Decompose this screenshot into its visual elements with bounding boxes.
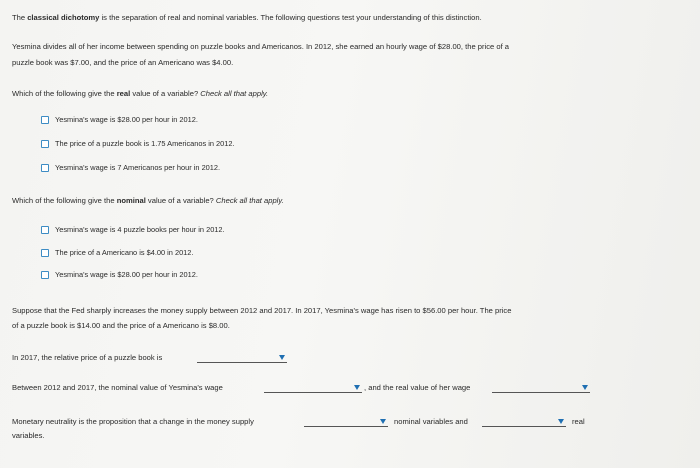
q1-middle: value of a variable? <box>130 89 201 98</box>
q2-option-1-label: Yesmina's wage is 4 puzzle books per hour in 2012. <box>55 225 225 234</box>
q2-prompt <box>12 196 284 206</box>
q2-option-2[interactable] <box>41 248 193 258</box>
s2-text-b: , and the real value of her wage <box>364 383 471 392</box>
q1-option-1-checkbox[interactable] <box>41 116 49 124</box>
money-supply-effect-dropdown[interactable] <box>304 417 388 427</box>
q1-instruction: Check all that apply. <box>200 89 269 98</box>
q1-option-2-label: The price of a puzzle book is 1.75 Americanos in 2012. <box>55 139 235 148</box>
s3-text-b: nominal variables and <box>394 417 468 426</box>
q1-option-1-label: Yesmina's wage is $28.00 per hour in 2012. <box>55 115 198 124</box>
scenario-line-1: Yesmina divides all of her income between spending on puzzle books and Americanos. In 2012, she earned an hourly wage of $28.00, the price of a <box>12 42 510 51</box>
real-variables-effect-dropdown[interactable] <box>482 417 566 427</box>
q2-option-3-label: Yesmina's wage is $28.00 per hour in 2012. <box>55 270 198 279</box>
q1-bold: real <box>116 89 131 98</box>
q1-prompt <box>12 89 268 99</box>
q1-option-1[interactable] <box>41 115 198 125</box>
s1-text: In 2017, the relative price of a puzzle book is <box>12 353 163 362</box>
q1-option-2-checkbox[interactable] <box>41 140 49 148</box>
s3-text-c: real <box>572 417 585 426</box>
intro-text <box>12 13 482 23</box>
q2-option-3-checkbox[interactable] <box>41 271 49 279</box>
scenario2-line-2: of a puzzle book is $14.00 and the price of a Americano is $8.00. <box>12 321 230 330</box>
q2-option-1[interactable] <box>41 225 225 235</box>
q1-option-3[interactable] <box>41 163 220 173</box>
real-wage-dropdown[interactable] <box>492 383 590 393</box>
q2-option-2-label: The price of a Americano is $4.00 in 2012. <box>55 248 194 257</box>
relative-price-dropdown[interactable] <box>197 353 287 363</box>
q2-option-1-checkbox[interactable] <box>41 226 49 234</box>
q2-bold: nominal <box>116 196 146 205</box>
q2-option-3[interactable] <box>41 270 198 280</box>
q2-option-2-checkbox[interactable] <box>41 249 49 257</box>
chevron-down-icon <box>582 385 588 390</box>
q1-option-2[interactable] <box>41 139 235 149</box>
chevron-down-icon <box>380 419 386 424</box>
s2-text-a: Between 2012 and 2017, the nominal value of Yesmina's wage <box>12 383 223 392</box>
q2-prefix: Which of the following give the <box>12 196 117 205</box>
chevron-down-icon <box>558 419 564 424</box>
intro-suffix: is the separation of real and nominal variables. The following questions test your understanding of this distinction. <box>99 13 482 22</box>
q2-middle: value of a variable? <box>145 196 216 205</box>
scenario-line-2: puzzle book was $7.00, and the price of an Americano was $4.00. <box>12 58 234 67</box>
s3-line-2: variables. <box>12 431 45 440</box>
q1-option-3-checkbox[interactable] <box>41 164 49 172</box>
q1-option-3-label: Yesmina's wage is 7 Americanos per hour in 2012. <box>55 163 221 172</box>
scenario2-line-1: Suppose that the Fed sharply increases the money supply between 2012 and 2017. In 2017, Yesmina's wage has risen to $56.00 per hour. The price <box>12 306 512 315</box>
intro-prefix: The <box>12 13 28 22</box>
chevron-down-icon <box>279 355 285 360</box>
nominal-wage-dropdown[interactable] <box>264 383 362 393</box>
chevron-down-icon <box>354 385 360 390</box>
intro-bold-term: classical dichotomy <box>27 13 100 22</box>
s3-text-a: Monetary neutrality is the proposition that a change in the money supply <box>12 417 254 426</box>
q2-instruction: Check all that apply. <box>215 196 284 205</box>
q1-prefix: Which of the following give the <box>12 89 117 98</box>
